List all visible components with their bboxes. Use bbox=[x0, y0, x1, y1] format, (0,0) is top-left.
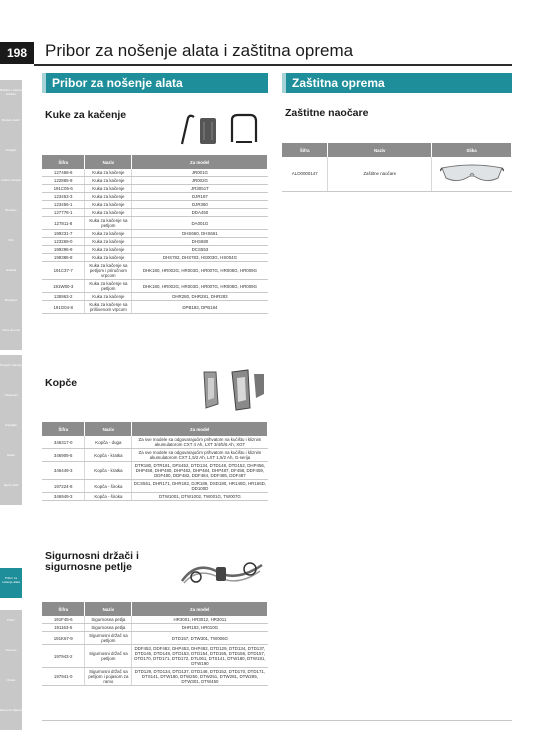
name-cell: Kuka za kačenje bbox=[85, 254, 132, 262]
name-cell: Sigurnosna petlja bbox=[85, 624, 132, 632]
name-cell: Kuka za kačenje bbox=[85, 177, 132, 185]
column-header: Naziv bbox=[85, 155, 132, 169]
name-cell: Sigurnosna petlja bbox=[85, 616, 132, 624]
table-row bbox=[42, 668, 268, 686]
glasses-table bbox=[282, 143, 512, 192]
column-header: Naziv bbox=[85, 602, 132, 616]
name-cell: Kuka za kačenje sa petljom i priručnom vrpcom bbox=[85, 262, 132, 280]
glasses-name: Zaštitne naočare bbox=[328, 157, 432, 191]
sidebar-tab[interactable]: Oprema bbox=[0, 640, 22, 670]
code-cell: 123453-3 bbox=[42, 193, 85, 201]
code-cell: 191163-5 bbox=[42, 624, 85, 632]
code-cell: 135963-2 bbox=[42, 293, 85, 301]
code-cell: 127468-6 bbox=[42, 169, 85, 177]
name-cell: Kuka za kačenje bbox=[85, 293, 132, 301]
model-cell: DPB183, DPB184 bbox=[132, 301, 268, 314]
model-cell: JR3051T bbox=[132, 185, 268, 193]
model-cell: Za sve modele sa odgovarajućim prihvatom na kućištu i kliznim akumulatorom CXT 4 Ah, LXT 3/4/5/6 Ah, XGT bbox=[132, 436, 268, 449]
table-row bbox=[42, 493, 268, 501]
column-header: Šifra bbox=[282, 143, 328, 157]
name-cell: Kuka za kačenje bbox=[85, 185, 132, 193]
glasses-heading: Zaštitne naočare bbox=[285, 107, 369, 119]
code-cell: 123269-0 bbox=[42, 238, 85, 246]
table-row bbox=[42, 238, 268, 246]
model-cell: DHS782, DHS783, HS003G, HS004G bbox=[132, 254, 268, 262]
model-cell: DDF453, DDF482, DHP453, DHP482, DTD129, DTD134, DTD137, DTD146, DTD148, DTD153, DTD154, DTD155, DTD156, DTD157, DTD170, DTD171, DTD172, DTL061, DTS141, DTW180, DTW181, DTW190 bbox=[132, 645, 268, 668]
name-cell: Sigurnosni držač sa petljom bbox=[85, 645, 132, 668]
name-cell: Kuka za kačenje sa petljom bbox=[85, 217, 132, 230]
table-row bbox=[42, 169, 268, 177]
model-cell: DHR183, HR010G bbox=[132, 624, 268, 632]
column-header: Šifra bbox=[42, 155, 85, 169]
holders-heading: Sigurnosni držači i sigurnosne petlje bbox=[45, 550, 139, 573]
section-bar-tool-carry: Pribor za nošenje alata bbox=[42, 73, 268, 93]
column-header: Za model bbox=[132, 602, 268, 616]
table-row bbox=[42, 645, 268, 668]
sidebar-tab[interactable]: Blanjalice bbox=[0, 290, 22, 320]
code-cell: 191C37-7 bbox=[42, 262, 85, 280]
table-row bbox=[42, 177, 268, 185]
table-row bbox=[42, 301, 268, 314]
glasses-code: ALO0000147 bbox=[282, 157, 328, 191]
table-row bbox=[42, 632, 268, 645]
code-cell: 346317-0 bbox=[42, 436, 85, 449]
column-header: Naziv bbox=[85, 422, 132, 436]
table-row bbox=[42, 449, 268, 462]
name-cell: Kopča - kratka bbox=[85, 449, 132, 462]
name-cell: Kuka za kačenje sa petljom bbox=[85, 280, 132, 293]
code-cell: 346909-5 bbox=[42, 449, 85, 462]
name-cell: Sigurnosni držač sa petljom i pojasom za ramo bbox=[85, 668, 132, 686]
code-cell: 197941-0 bbox=[42, 668, 85, 686]
page-title: Pribor za nošenje alata i zaštitna oprema bbox=[45, 41, 354, 60]
name-cell: Kopča - široka bbox=[85, 480, 132, 493]
model-cell: DTD157, DTW301, TW006G bbox=[132, 632, 268, 645]
code-cell: 197224-8 bbox=[42, 480, 85, 493]
model-cell: DA001G bbox=[132, 217, 268, 230]
sidebar-tab[interactable]: Usisavači bbox=[0, 385, 22, 415]
clip-image bbox=[196, 368, 272, 412]
code-cell: 199231-7 bbox=[42, 230, 85, 238]
model-cell: DHK180, HR002G, HR003G, HR007G, HR008G, HR009G bbox=[132, 262, 268, 280]
column-header: Naziv bbox=[328, 143, 432, 157]
name-cell: Kuka za kačenje bbox=[85, 238, 132, 246]
name-cell: Kuka za kačenje bbox=[85, 246, 132, 254]
code-cell: 199296-9 bbox=[42, 246, 85, 254]
sidebar-tab[interactable]: Pribor za nošenje alata bbox=[0, 568, 22, 598]
table-row bbox=[42, 293, 268, 301]
sidebar-tab[interactable]: Rezervni dijelovi bbox=[0, 700, 22, 730]
column-header: Za model bbox=[132, 422, 268, 436]
sidebar-tab[interactable]: Brusilice bbox=[0, 200, 22, 230]
model-cell: DCS553 bbox=[132, 246, 268, 254]
model-cell: DHS660, DHS661 bbox=[132, 230, 268, 238]
model-cell: Za sve modele sa odgovarajućim prihvatom na kućištu i kliznim akumulatorom CXT 1,5/2 Ah, LXT 1,5/2 Ah, G-serija bbox=[132, 449, 268, 462]
code-cell: 127811-8 bbox=[42, 217, 85, 230]
name-cell: Kopča - duga bbox=[85, 436, 132, 449]
model-cell: HR3001, HR3012, HR3011 bbox=[132, 616, 268, 624]
name-cell: Kuka za kačenje bbox=[85, 201, 132, 209]
sidebar-tab[interactable]: Udarni odvijači bbox=[0, 170, 22, 200]
name-cell: Kopča - kratka bbox=[85, 462, 132, 480]
section-bar-protective-equipment: Zaštitna oprema bbox=[282, 73, 512, 93]
model-cell: DHS680 bbox=[132, 238, 268, 246]
holders-table bbox=[42, 602, 268, 686]
safety-glasses-image bbox=[440, 162, 504, 184]
code-cell: 199386-8 bbox=[42, 254, 85, 262]
sidebar bbox=[0, 0, 34, 755]
bottom-rule bbox=[42, 720, 512, 721]
clips-heading: Kopče bbox=[45, 377, 78, 389]
code-cell: 346949-3 bbox=[42, 493, 85, 501]
sidebar-tab[interactable]: Mjerni alati bbox=[0, 475, 22, 505]
table-row bbox=[42, 280, 268, 293]
name-cell: Kuka za kačenje bbox=[85, 209, 132, 217]
model-cell: JR002G bbox=[132, 177, 268, 185]
table-row bbox=[42, 436, 268, 449]
model-cell: JR001G bbox=[132, 169, 268, 177]
table-row bbox=[42, 462, 268, 480]
sidebar-tab[interactable]: Pile bbox=[0, 230, 22, 260]
code-cell: 197943-2 bbox=[42, 645, 85, 668]
model-cell: DTR180, DTR181, DFS452, DTD134, DTD148, DTD152, DHP456, DHP458, DHP480, DHP482, DHP484, DHP487, DF458, DDF459, DDF480, DDF482, DDF484, DDF485, DDF487 bbox=[132, 462, 268, 480]
name-cell: Kopča - široka bbox=[85, 493, 132, 501]
sidebar-tab[interactable]: Pribor bbox=[0, 610, 22, 640]
model-cell: DTD129, DTD134, DTD137, DTD148, DTD152, DTD170, DTD171, DTS141, DTW180, DTW250, DTW251, DTW281, DTW285, DTW301, DTW450 bbox=[132, 668, 268, 686]
sidebar-tab[interactable]: Ostalo bbox=[0, 670, 22, 700]
model-cell: DJR187 bbox=[132, 193, 268, 201]
sidebar-tab[interactable]: Punjači i baterije bbox=[0, 355, 22, 385]
name-cell: Kuka za kačenje bbox=[85, 169, 132, 177]
column-header: Šifra bbox=[42, 602, 85, 616]
hooks-heading: Kuke za kačenje bbox=[45, 109, 127, 121]
column-header: Za model bbox=[132, 155, 268, 169]
sidebar-tab[interactable]: Odvijači bbox=[0, 140, 22, 170]
model-cell: DHR280, DHR281, DHR283 bbox=[132, 293, 268, 301]
name-cell: Kuka za kačenje bbox=[85, 230, 132, 238]
model-cell: DTW1001, DTW1002, TW001G, TW007G bbox=[132, 493, 268, 501]
table-row bbox=[42, 230, 268, 238]
code-cell: 191C05-6 bbox=[42, 185, 85, 193]
sidebar-tab[interactable]: Radio bbox=[0, 445, 22, 475]
hooks-table bbox=[42, 155, 268, 314]
page-number: 198 bbox=[0, 42, 34, 64]
name-cell: Kuka za kačenje sa prišivenom vrpcom bbox=[85, 301, 132, 314]
glasses-picture-cell bbox=[432, 157, 512, 191]
table-row bbox=[282, 157, 512, 191]
model-cell: DJR360 bbox=[132, 201, 268, 209]
code-cell: 122865-9 bbox=[42, 177, 85, 185]
model-cell: DHK180, HR002G, HR003G, HR007G, HR008G, HR009G bbox=[132, 280, 268, 293]
title-divider bbox=[34, 64, 512, 66]
code-cell: 346449-3 bbox=[42, 462, 85, 480]
sidebar-tab[interactable]: Glodala bbox=[0, 260, 22, 290]
table-row bbox=[42, 201, 268, 209]
name-cell: Sigurnosni držač sa petljom bbox=[85, 632, 132, 645]
model-cell: DDA450 bbox=[132, 209, 268, 217]
code-cell: 191F45-6 bbox=[42, 616, 85, 624]
table-row bbox=[42, 217, 268, 230]
table-row bbox=[42, 209, 268, 217]
code-cell: 191K67-9 bbox=[42, 632, 85, 645]
table-row bbox=[42, 480, 268, 493]
safety-lanyard-image bbox=[176, 553, 270, 593]
clips-table bbox=[42, 422, 268, 501]
code-cell: 191W80-3 bbox=[42, 280, 85, 293]
table-row bbox=[42, 624, 268, 632]
table-row bbox=[42, 262, 268, 280]
sidebar-tab[interactable]: Bušaće čekić bbox=[0, 110, 22, 140]
code-cell: 127778-1 bbox=[42, 209, 85, 217]
model-cell: DCS551, DHR171, DHR182, DJR189, DSD180, HR140D, HR166D, DD100D bbox=[133, 481, 267, 491]
table-row bbox=[42, 185, 268, 193]
table-row bbox=[42, 193, 268, 201]
sidebar-tab[interactable]: Vrtna oprema bbox=[0, 320, 22, 350]
table-row bbox=[42, 254, 268, 262]
sidebar-tab[interactable]: Bušilice i udarne bušilice bbox=[0, 80, 22, 110]
code-cell: 191G04-8 bbox=[42, 301, 85, 314]
column-header: Slika bbox=[432, 143, 512, 157]
belt-hook-image bbox=[178, 112, 270, 150]
table-row bbox=[42, 246, 268, 254]
name-cell: Kuka za kačenje bbox=[85, 193, 132, 201]
code-cell: 123456-1 bbox=[42, 201, 85, 209]
column-header: Šifra bbox=[42, 422, 85, 436]
table-row bbox=[42, 616, 268, 624]
sidebar-tab[interactable]: Svjetiljke bbox=[0, 415, 22, 445]
